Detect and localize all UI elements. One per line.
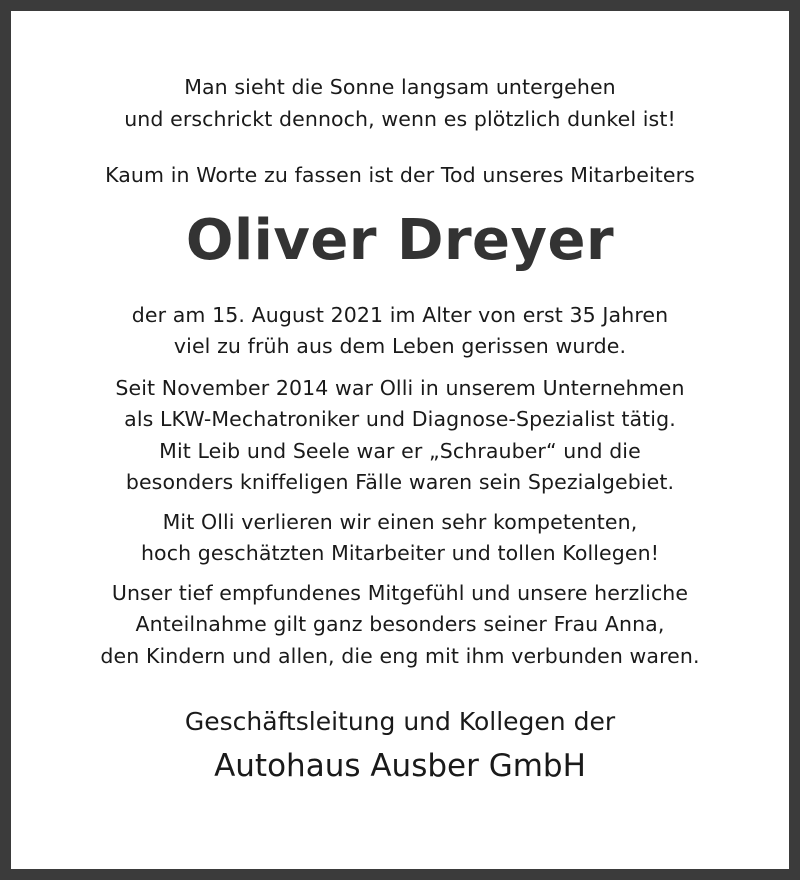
paragraph-line: viel zu früh aus dem Leben gerissen wurde. bbox=[173, 334, 627, 358]
paragraph-line: Seit November 2014 war Olli in unserem Unternehmen bbox=[115, 375, 685, 400]
obituary-content bbox=[22, 22, 778, 786]
paragraph-line: Mit Olli verlieren wir einen sehr kompetenten, bbox=[162, 509, 638, 534]
paragraph-line: hoch geschätzten Mitarbeiter und tollen Kollegen! bbox=[140, 541, 660, 565]
paragraph-line: Unser tief empfundenes Mitgefühl und unsere herzliche bbox=[111, 580, 689, 605]
company-name: Autohaus Ausber GmbH bbox=[214, 748, 586, 784]
signature-line: Geschäftsleitung und Kollegen der bbox=[184, 707, 616, 736]
paragraph-line: der am 15. August 2021 im Alter von erst 35 Jahren bbox=[131, 302, 669, 327]
paragraph-line: den Kindern und allen, die eng mit ihm verbunden waren. bbox=[100, 643, 700, 668]
intro-line: Kaum in Worte zu fassen ist der Tod unseres Mitarbeiters bbox=[105, 163, 695, 187]
paragraph-loss bbox=[22, 507, 778, 570]
paragraph-death-date bbox=[22, 300, 778, 363]
intro-text bbox=[22, 160, 778, 192]
deceased-name: Oliver Dreyer bbox=[185, 207, 615, 273]
paragraph-line: Mit Leib und Seele war er „Schrauber“ und die bbox=[159, 438, 641, 463]
paragraph-line: als LKW-Mechatroniker und Diagnose-Spezialist tätig. bbox=[124, 407, 676, 431]
paragraph-career bbox=[22, 373, 778, 499]
paragraph-line: Anteilnahme gilt ganz besonders seiner Frau Anna, bbox=[135, 612, 665, 636]
paragraph-line: besonders kniffeligen Fälle waren sein Spezialgebiet. bbox=[125, 470, 675, 494]
quote-line: und erschrickt dennoch, wenn es plötzlich dunkel ist! bbox=[124, 106, 676, 131]
opening-quote bbox=[22, 72, 778, 135]
quote-line: Man sieht die Sonne langsam untergehen bbox=[184, 75, 616, 99]
paragraph-condolence bbox=[22, 578, 778, 673]
